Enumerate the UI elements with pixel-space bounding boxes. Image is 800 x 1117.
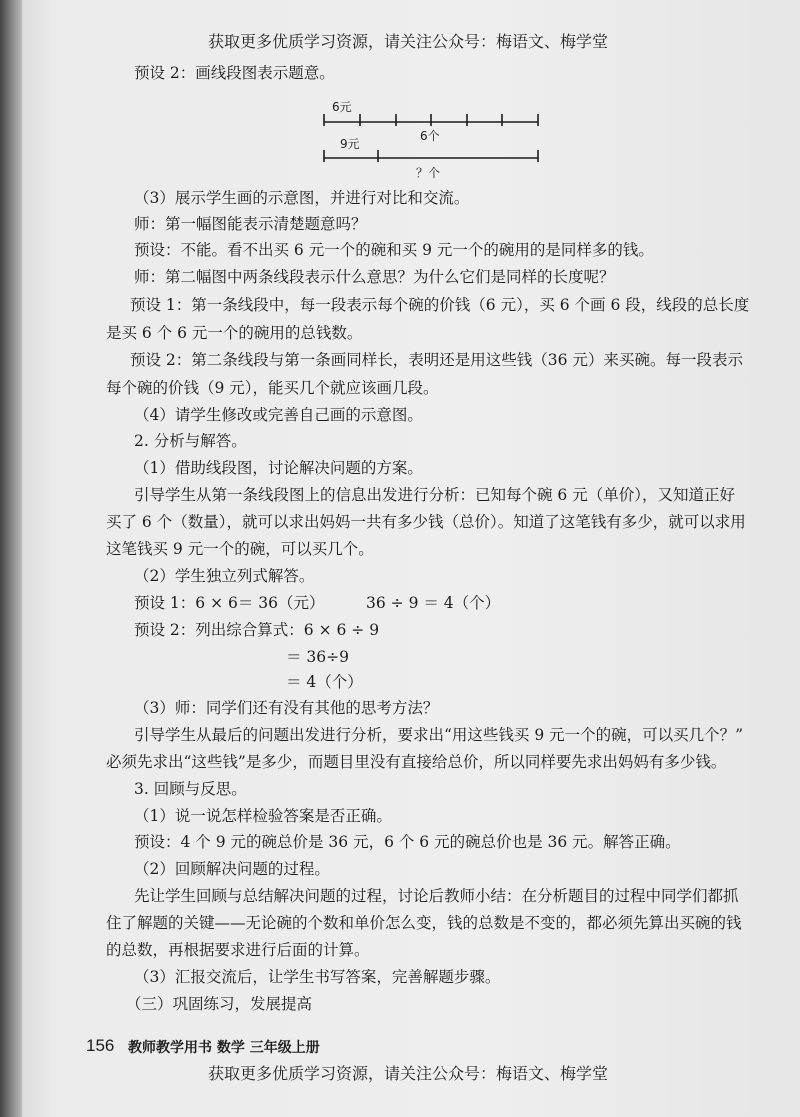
line-segment-diagram: [312, 92, 552, 184]
equation-line: 36 ÷ 9 ＝ 4（个）: [366, 594, 501, 612]
text-line: （2）学生独立列式解答。: [134, 567, 315, 585]
text-line: 必须先求出“这些钱”是多少，而题目里没有直接给总价，所以同样要先求出妈妈有多少钱。: [106, 753, 727, 771]
section-heading: 2. 分析与解答。: [134, 432, 247, 450]
watermark-bottom: 获取更多优质学习资源，请关注公众号：梅语文、梅学堂: [208, 1064, 609, 1083]
text-line: 住了解题的关键——无论碗的个数和单价怎么变，钱的总数是不变的，都必须先算出买碗的钱: [106, 914, 742, 932]
bottom-segment: [324, 150, 538, 162]
book-spine-shadow: [0, 0, 22, 1117]
text-line: （4）请学生修改或完善自己画的示意图。: [134, 406, 423, 424]
text-line: 买了 6 个（数量），就可以求出妈妈一共有多少钱（总价）。知道了这笔钱有多少，就可以求用: [106, 513, 746, 531]
text-line: 是买 6 个 6 元一个的碗用的总钱数。: [106, 324, 363, 342]
bottom-count-label: ？个: [416, 166, 441, 180]
text-line: 每个碗的价钱（9 元），能买几个就应该画几段。: [106, 379, 439, 397]
text-line: 先让学生回顾与总结解决问题的过程，讨论后教师小结：在分析题目的过程中同学们都抓: [134, 887, 739, 905]
text-line: 的总数，再根据要求进行后面的计算。: [106, 941, 370, 959]
text-line: （3）展示学生画的示意图，并进行对比和交流。: [134, 189, 470, 207]
equation-line: 预设 1：6 × 6＝ 36（元）: [134, 594, 325, 612]
top-segment: [324, 114, 538, 126]
text-line: 预设 2：第二条线段与第一条画同样长，表明还是用这些钱（36 元）来买碗。每一段表示: [130, 351, 743, 369]
page-number: 156: [86, 1036, 115, 1055]
text-line: 预设：4 个 9 元的碗总价是 36 元，6 个 6 元的碗总价也是 36 元。解答正确。: [134, 833, 681, 851]
text-line: 师：第二幅图中两条线段表示什么意思？为什么它们是同样的长度呢？: [134, 268, 615, 286]
top-count-label: 6个: [420, 129, 440, 143]
equation-line: ＝ 36÷9: [286, 648, 349, 666]
book-title: 教师教学用书 数学 三年级上册: [128, 1040, 320, 1056]
text-line: 这笔钱买 9 元一个的碗，可以买几个。: [106, 540, 374, 558]
section-heading: 3. 回顾与反思。: [134, 780, 247, 798]
text-line: 预设 2：画线段图表示题意。: [134, 64, 335, 82]
text-line: 引导学生从最后的问题出发进行分析，要求出“用这些钱买 9 元一个的碗，可以买几个？”: [134, 726, 744, 744]
section-heading: （三）巩固练习，发展提高: [126, 995, 313, 1013]
watermark-top: 获取更多优质学习资源，请关注公众号：梅语文、梅学堂: [208, 32, 609, 51]
text-line: （3）师：同学们还有没有其他的思考方法？: [134, 699, 439, 717]
top-segment-label: 6元: [332, 100, 352, 114]
text-line: （1）说一说怎样检验答案是否正确。: [134, 807, 392, 825]
equation-line: 预设 2：列出综合算式：6 × 6 ÷ 9: [134, 621, 380, 639]
text-line: 预设 1：第一条线段中，每一段表示每个碗的价钱（6 元），买 6 个画 6 段，线段的总长度: [130, 296, 750, 314]
text-line: （1）借助线段图，讨论解决问题的方案。: [134, 459, 423, 477]
text-line: 预设：不能。看不出买 6 元一个的碗和买 9 元一个的碗用的是同样多的钱。: [134, 241, 654, 259]
text-line: 师：第一幅图能表示清楚题意吗？: [134, 215, 367, 233]
textbook-page: [22, 0, 800, 1117]
text-line: （3）汇报交流后，让学生书写答案，完善解题步骤。: [134, 968, 501, 986]
text-line: （2）回顾解决问题的过程。: [134, 860, 330, 878]
text-line: 引导学生从第一条线段图上的信息出发进行分析：已知每个碗 6 元（单价），又知道正好: [134, 486, 735, 504]
equation-line: ＝ 4（个）: [286, 673, 363, 691]
bottom-segment-label: 9元: [340, 137, 360, 151]
